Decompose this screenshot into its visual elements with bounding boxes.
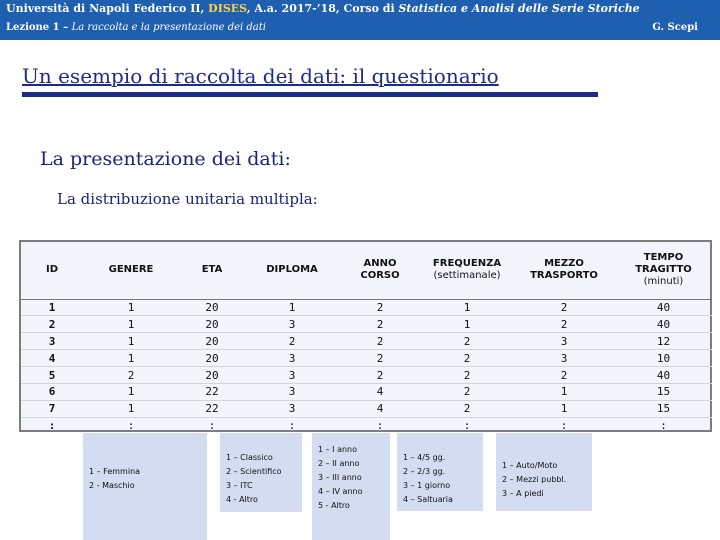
table-cell: 2 [421, 383, 513, 400]
table-cell: 20 [179, 333, 245, 350]
table-cell: : [245, 417, 339, 434]
legend-anno [312, 433, 390, 540]
column-header-line: ETA [201, 264, 223, 276]
table-cell: 4 [21, 350, 83, 367]
table-cell: 40 [615, 316, 712, 333]
legend-frequenza [397, 433, 483, 511]
legend-item: 2 – 2/3 gg. [403, 467, 446, 476]
table-cell: 7 [21, 400, 83, 417]
column-header-line: FREQUENZA [432, 258, 502, 270]
table-cell: 3 [513, 350, 615, 367]
table-cell: 2 [421, 333, 513, 350]
legend-item: 1 – Classico [226, 453, 273, 462]
legend-item: 1 – Auto/Moto [502, 461, 558, 470]
legend-item: 3 – 1 giorno [403, 481, 451, 490]
table-cell: 3 [245, 400, 339, 417]
table-cell: 2 [339, 316, 421, 333]
table-cell: 2 [339, 299, 421, 316]
table-cell: 40 [615, 299, 712, 316]
column-header-line: (minuti) [643, 276, 684, 288]
legend-item: 5 - Altro [318, 501, 350, 510]
lesson-number: Lezione 1 – [6, 22, 72, 33]
table-cell: 20 [179, 367, 245, 384]
table-cell: 1 [83, 299, 179, 316]
table-cell: 5 [21, 367, 83, 384]
table-cell: 2 [245, 333, 339, 350]
table-cell: 2 [421, 400, 513, 417]
table-cell: : [513, 417, 615, 434]
table-cell: : [179, 417, 245, 434]
table-row [21, 417, 712, 434]
table-cell: : [83, 417, 179, 434]
legend-item: 3 – ITC [226, 481, 253, 490]
table-cell: 1 [83, 350, 179, 367]
table-cell: 1 [513, 383, 615, 400]
table-cell: 3 [245, 350, 339, 367]
table-cell: 1 [83, 316, 179, 333]
table-cell: 3 [245, 383, 339, 400]
lesson-topic: La raccolta e la presentazione dei dati [71, 22, 266, 33]
data-table-box [19, 240, 712, 432]
table-cell: 2 [83, 367, 179, 384]
legend-item: 4 – Saltuaria [403, 495, 453, 504]
table-cell: 2 [513, 299, 615, 316]
table-cell: 15 [615, 400, 712, 417]
legend-mezzo [496, 433, 592, 511]
table-cell: 1 [83, 400, 179, 417]
table-cell: 4 [339, 383, 421, 400]
table-cell: 4 [339, 400, 421, 417]
subtitle-presentation: La presentazione dei dati: [40, 148, 291, 170]
table-cell: 15 [615, 383, 712, 400]
legend-item: 1 – I anno [318, 445, 358, 454]
department-text: DISES [208, 2, 247, 15]
column-header [615, 242, 712, 299]
legend-item: 1 – 4/5 gg. [403, 453, 446, 462]
table-row [21, 400, 712, 417]
table-cell: 6 [21, 383, 83, 400]
column-header-line: MEZZO [544, 258, 584, 270]
legend-diploma [220, 433, 302, 512]
column-header [421, 242, 513, 299]
column-header-line: ID [45, 264, 59, 276]
subtitle-distribution: La distribuzione unitaria multipla: [57, 190, 318, 208]
legend-item: 2 – II anno [318, 459, 360, 468]
legend-item: 4 - Altro [226, 495, 258, 504]
table-cell: : [21, 417, 83, 434]
academic-year-text: , A.a. 2017-’18, Corso di [246, 2, 399, 15]
table-cell: 1 [83, 383, 179, 400]
column-header [21, 242, 83, 299]
table-cell: 20 [179, 316, 245, 333]
header-line-2 [6, 22, 266, 33]
table-cell: 12 [615, 333, 712, 350]
table-header-row [21, 242, 712, 299]
table-cell: 3 [513, 333, 615, 350]
column-header [179, 242, 245, 299]
table-cell: 40 [615, 367, 712, 384]
table-cell: 2 [339, 350, 421, 367]
legend-item: 1 – Femmina [89, 467, 141, 476]
table-cell: 2 [339, 333, 421, 350]
table-cell: 3 [245, 316, 339, 333]
legend-genere [83, 433, 207, 540]
column-header-line: (settimanale) [433, 270, 501, 282]
table-cell: 1 [513, 400, 615, 417]
table-cell: 22 [179, 383, 245, 400]
table-cell: 2 [513, 316, 615, 333]
table-cell: 3 [245, 367, 339, 384]
legend-item: 3 – III anno [318, 473, 362, 482]
table-cell: 10 [615, 350, 712, 367]
column-header-line: ANNO [363, 258, 397, 270]
table-cell: 1 [83, 333, 179, 350]
column-header [83, 242, 179, 299]
table-cell: 22 [179, 400, 245, 417]
table-cell: : [615, 417, 712, 434]
university-text: Università di Napoli Federico II, [6, 2, 209, 15]
table-cell: 3 [21, 333, 83, 350]
table-cell: 20 [179, 299, 245, 316]
table-row [21, 367, 712, 384]
column-header-line: GENERE [108, 264, 154, 276]
header-line-1 [6, 2, 640, 15]
table-cell: 1 [421, 316, 513, 333]
table-row [21, 316, 712, 333]
legend-item: 2 - Maschio [89, 481, 135, 490]
distribution-table [21, 242, 712, 434]
author-name: G. Scepi [652, 22, 698, 33]
column-header-line: TRAGITTO [635, 264, 692, 276]
table-cell: : [421, 417, 513, 434]
table-cell: 1 [245, 299, 339, 316]
table-cell: 20 [179, 350, 245, 367]
column-header-line: CORSO [360, 270, 400, 282]
legend-item: 2 – Mezzi pubbl. [502, 475, 567, 484]
table-row [21, 333, 712, 350]
course-name: Statistica e Analisi delle Serie Storiche [398, 2, 640, 15]
title-underline-bar [22, 92, 598, 97]
column-header [245, 242, 339, 299]
table-cell: 1 [421, 299, 513, 316]
table-cell: 2 [513, 367, 615, 384]
table-cell: 2 [421, 350, 513, 367]
column-header-line: DIPLOMA [266, 264, 318, 276]
table-cell: 2 [21, 316, 83, 333]
table-row [21, 299, 712, 316]
slide-header [0, 0, 720, 40]
table-cell: 2 [339, 367, 421, 384]
legend-item: 4 – IV anno [318, 487, 363, 496]
slide-title: Un esempio di raccolta dei dati: il questionario [22, 64, 499, 88]
table-row [21, 350, 712, 367]
column-header-line: TRASPORTO [530, 270, 598, 282]
table-cell: : [339, 417, 421, 434]
table-cell: 1 [21, 299, 83, 316]
column-header-line: TEMPO [643, 252, 684, 264]
table-cell: 2 [421, 367, 513, 384]
legend-item: 2 – Scientifico [226, 467, 282, 476]
column-header [513, 242, 615, 299]
table-row [21, 383, 712, 400]
column-header [339, 242, 421, 299]
legend-item: 3 – A piedi [502, 489, 544, 498]
